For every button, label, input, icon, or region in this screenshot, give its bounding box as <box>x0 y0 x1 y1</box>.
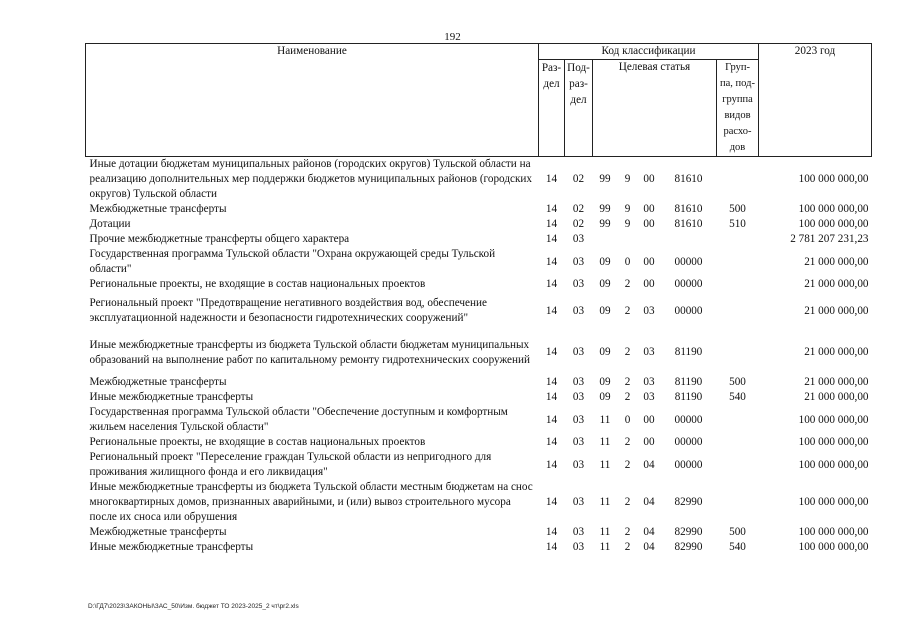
row-target-direction: 81610 <box>674 218 703 230</box>
row-podrazdel: 02 <box>572 203 585 215</box>
header-year: 2023 год <box>759 44 872 157</box>
row-podrazdel: 03 <box>572 526 585 538</box>
header-razdel: Раз- дел <box>539 60 565 157</box>
table-row <box>86 157 872 203</box>
table-header <box>86 44 872 157</box>
table-row <box>86 480 872 525</box>
row-target-direction: 00000 <box>674 436 703 448</box>
row-expense-type <box>717 292 759 330</box>
row-razdel: 14 <box>545 496 558 508</box>
row-name: Иные межбюджетные трансферты <box>89 391 254 403</box>
header-code: Код классификации <box>539 44 759 60</box>
row-target-program: 09 <box>599 278 611 290</box>
row-razdel: 14 <box>545 278 558 290</box>
table-row <box>86 247 872 277</box>
row-expense-type: 500 <box>729 376 746 388</box>
row-expense-type <box>717 405 759 435</box>
row-name: Иные дотации бюджетам муниципальных районов (городских округов) Тульской области на реализацию дополнительных мер поддержки бюджетов муниципальных районов (городских округов) Тульской области <box>89 158 532 200</box>
row-target-program: 11 <box>599 541 611 553</box>
row-podrazdel: 02 <box>572 218 585 230</box>
row-target-direction: 81190 <box>674 376 703 388</box>
row-name: Региональный проект "Переселение граждан Тульской области из непригодного для проживания жилищного фонда и его ликвидация" <box>89 451 492 478</box>
row-target-subprogram: 2 <box>624 496 631 508</box>
row-razdel: 14 <box>545 218 558 230</box>
row-target-event: 00 <box>643 413 655 426</box>
row-name: Дотации <box>89 218 131 230</box>
table-row <box>86 330 872 375</box>
header-name: Наименование <box>86 44 539 157</box>
row-amount: 100 000 000,00 <box>798 458 869 471</box>
row-podrazdel: 03 <box>572 391 585 403</box>
row-amount: 100 000 000,00 <box>798 541 869 553</box>
row-target-subprogram: 2 <box>624 541 631 553</box>
row-target-subprogram: 9 <box>624 173 631 185</box>
row-target-subprogram: 2 <box>624 346 631 358</box>
row-target-event: 00 <box>643 173 655 185</box>
row-name: Иные межбюджетные трансферты из бюджета Тульской области бюджетам муниципальных образований на выполнение работ по капитальному ремонту гидротехнических сооружений <box>89 338 530 366</box>
table-row <box>86 292 872 330</box>
row-amount: 100 000 000,00 <box>798 413 869 426</box>
row-target-event: 03 <box>643 304 655 317</box>
row-amount: 100 000 000,00 <box>798 203 869 215</box>
row-razdel: 14 <box>545 376 558 388</box>
row-target-direction <box>661 232 717 247</box>
row-podrazdel: 03 <box>572 255 585 268</box>
row-target-subprogram: 0 <box>624 255 631 268</box>
row-target-program: 99 <box>599 203 611 215</box>
row-target-direction: 81610 <box>674 173 703 185</box>
table-row <box>86 435 872 450</box>
row-target-event: 00 <box>643 278 655 290</box>
row-name: Межбюджетные трансферты <box>89 203 227 215</box>
row-target-program: 11 <box>599 526 611 538</box>
row-expense-type: 500 <box>729 203 746 215</box>
row-amount: 100 000 000,00 <box>798 526 869 538</box>
row-target-subprogram: 2 <box>624 304 631 317</box>
row-target-program: 09 <box>599 391 611 403</box>
row-podrazdel: 03 <box>572 304 585 317</box>
row-target-direction: 82990 <box>674 541 703 553</box>
row-target-event: 00 <box>643 436 655 448</box>
row-podrazdel: 03 <box>572 436 585 448</box>
row-podrazdel: 03 <box>572 233 585 245</box>
row-amount: 100 000 000,00 <box>798 218 869 230</box>
row-name: Региональные проекты, не входящие в состав национальных проектов <box>89 278 426 290</box>
row-amount: 21 000 000,00 <box>804 304 869 317</box>
row-target-program <box>593 232 618 247</box>
row-target-event: 04 <box>643 526 655 538</box>
row-target-event: 04 <box>643 541 655 553</box>
row-target-program: 99 <box>599 173 611 185</box>
row-podrazdel: 03 <box>572 496 585 508</box>
row-target-event: 00 <box>643 218 655 230</box>
row-razdel: 14 <box>545 526 558 538</box>
table-row <box>86 525 872 540</box>
row-amount: 21 000 000,00 <box>804 278 869 290</box>
row-razdel: 14 <box>545 413 558 426</box>
row-target-program: 11 <box>599 458 611 471</box>
row-expense-type <box>717 480 759 525</box>
row-razdel: 14 <box>545 436 558 448</box>
row-razdel: 14 <box>545 541 558 553</box>
row-target-direction: 81190 <box>674 391 703 403</box>
table-row <box>86 217 872 232</box>
row-target-event: 00 <box>643 203 655 215</box>
row-expense-type: 540 <box>729 541 746 553</box>
header-podrazdel: Под- раз- дел <box>565 60 593 157</box>
row-amount: 100 000 000,00 <box>798 173 869 185</box>
row-target-subprogram: 9 <box>624 203 631 215</box>
row-amount: 21 000 000,00 <box>804 391 869 403</box>
row-razdel: 14 <box>545 304 558 317</box>
row-target-subprogram: 2 <box>624 458 631 471</box>
row-razdel: 14 <box>545 173 558 185</box>
row-podrazdel: 02 <box>572 173 585 185</box>
header-celevaya: Целевая статья <box>593 60 717 157</box>
row-razdel: 14 <box>545 255 558 268</box>
row-target-program: 09 <box>599 346 611 358</box>
row-target-program: 09 <box>599 376 611 388</box>
row-expense-type <box>717 232 759 247</box>
header-vid-rashodov: Груп- па, под- группа видов расхо- дов <box>717 60 759 157</box>
row-target-event: 04 <box>643 458 655 471</box>
row-podrazdel: 03 <box>572 458 585 471</box>
row-amount: 100 000 000,00 <box>798 436 869 448</box>
row-target-event: 03 <box>643 391 655 403</box>
table-row <box>86 540 872 555</box>
row-razdel: 14 <box>545 458 558 471</box>
row-podrazdel: 03 <box>572 541 585 553</box>
row-target-direction: 00000 <box>674 255 703 268</box>
row-target-event <box>638 232 661 247</box>
row-razdel: 14 <box>545 391 558 403</box>
row-name: Межбюджетные трансферты <box>89 376 227 388</box>
table-row <box>86 232 872 247</box>
row-razdel: 14 <box>545 203 558 215</box>
table-row <box>86 375 872 390</box>
row-razdel: 14 <box>545 233 558 245</box>
row-expense-type <box>717 277 759 292</box>
row-target-program: 11 <box>599 436 611 448</box>
table-body <box>86 157 872 556</box>
row-target-event: 03 <box>643 346 655 358</box>
row-expense-type <box>717 330 759 375</box>
row-amount: 21 000 000,00 <box>804 376 869 388</box>
row-expense-type: 510 <box>729 218 746 230</box>
row-name: Государственная программа Тульской области "Обеспечение доступным и комфортным жильем населения Тульской области" <box>89 406 508 433</box>
row-target-direction: 00000 <box>674 458 703 471</box>
row-razdel: 14 <box>545 346 558 358</box>
row-name: Иные межбюджетные трансферты <box>89 541 254 553</box>
row-target-direction: 81610 <box>674 203 703 215</box>
row-amount: 100 000 000,00 <box>798 496 869 508</box>
row-podrazdel: 03 <box>572 278 585 290</box>
row-target-direction: 81190 <box>674 346 703 358</box>
row-target-event: 03 <box>643 376 655 388</box>
row-name: Иные межбюджетные трансферты из бюджета Тульской области местным бюджетам на снос многоквартирных домов, признанных аварийными, и (или) вывоз строительного мусора после их сноса или обрушения <box>89 481 533 523</box>
row-expense-type: 540 <box>729 391 746 403</box>
row-name: Прочие межбюджетные трансферты общего характера <box>89 233 350 245</box>
table-row <box>86 405 872 435</box>
row-target-program: 11 <box>599 413 611 426</box>
page-number: 192 <box>444 31 461 43</box>
row-target-program: 09 <box>599 304 611 317</box>
row-target-event: 04 <box>643 496 655 508</box>
table-row <box>86 450 872 480</box>
row-podrazdel: 03 <box>572 413 585 426</box>
row-podrazdel: 03 <box>572 346 585 358</box>
row-amount: 2 781 207 231,23 <box>790 233 869 245</box>
table-row <box>86 390 872 405</box>
row-target-subprogram: 2 <box>624 376 631 388</box>
row-target-direction: 82990 <box>674 496 703 508</box>
row-target-program: 11 <box>599 496 611 508</box>
row-target-program: 99 <box>599 218 611 230</box>
row-name: Региональный проект "Предотвращение негативного воздействия вод, обеспечение эксплуатационной надежности и безопасности гидротехнических сооружений" <box>89 297 487 324</box>
row-target-subprogram: 2 <box>624 526 631 538</box>
row-target-subprogram: 2 <box>624 391 631 403</box>
row-target-subprogram: 9 <box>624 218 631 230</box>
row-amount: 21 000 000,00 <box>804 255 869 268</box>
file-path-footer: D:\ГД7\2023\ЗАКОНЫ\ЗАС_50\Изм. бюджет ТО 2023-2025_2 чт\pr2.xls <box>88 603 299 610</box>
row-name: Государственная программа Тульской области "Охрана окружающей среды Тульской области" <box>89 248 496 275</box>
row-target-subprogram: 2 <box>624 278 631 290</box>
row-target-direction: 00000 <box>674 413 703 426</box>
row-target-subprogram: 0 <box>624 413 631 426</box>
row-amount: 21 000 000,00 <box>804 346 869 358</box>
row-target-subprogram <box>618 232 638 247</box>
table-row <box>86 202 872 217</box>
row-name: Межбюджетные трансферты <box>89 526 227 538</box>
row-podrazdel: 03 <box>572 376 585 388</box>
row-name: Региональные проекты, не входящие в состав национальных проектов <box>89 436 426 448</box>
row-target-program: 09 <box>599 255 611 268</box>
table-row <box>86 277 872 292</box>
row-expense-type <box>717 157 759 203</box>
row-expense-type <box>717 450 759 480</box>
row-target-event: 00 <box>643 255 655 268</box>
row-expense-type <box>717 435 759 450</box>
budget-table <box>85 43 872 555</box>
row-target-direction: 00000 <box>674 304 703 317</box>
row-expense-type <box>717 247 759 277</box>
row-expense-type: 500 <box>729 526 746 538</box>
row-target-direction: 00000 <box>674 278 703 290</box>
row-target-direction: 82990 <box>674 526 703 538</box>
row-target-subprogram: 2 <box>624 436 631 448</box>
